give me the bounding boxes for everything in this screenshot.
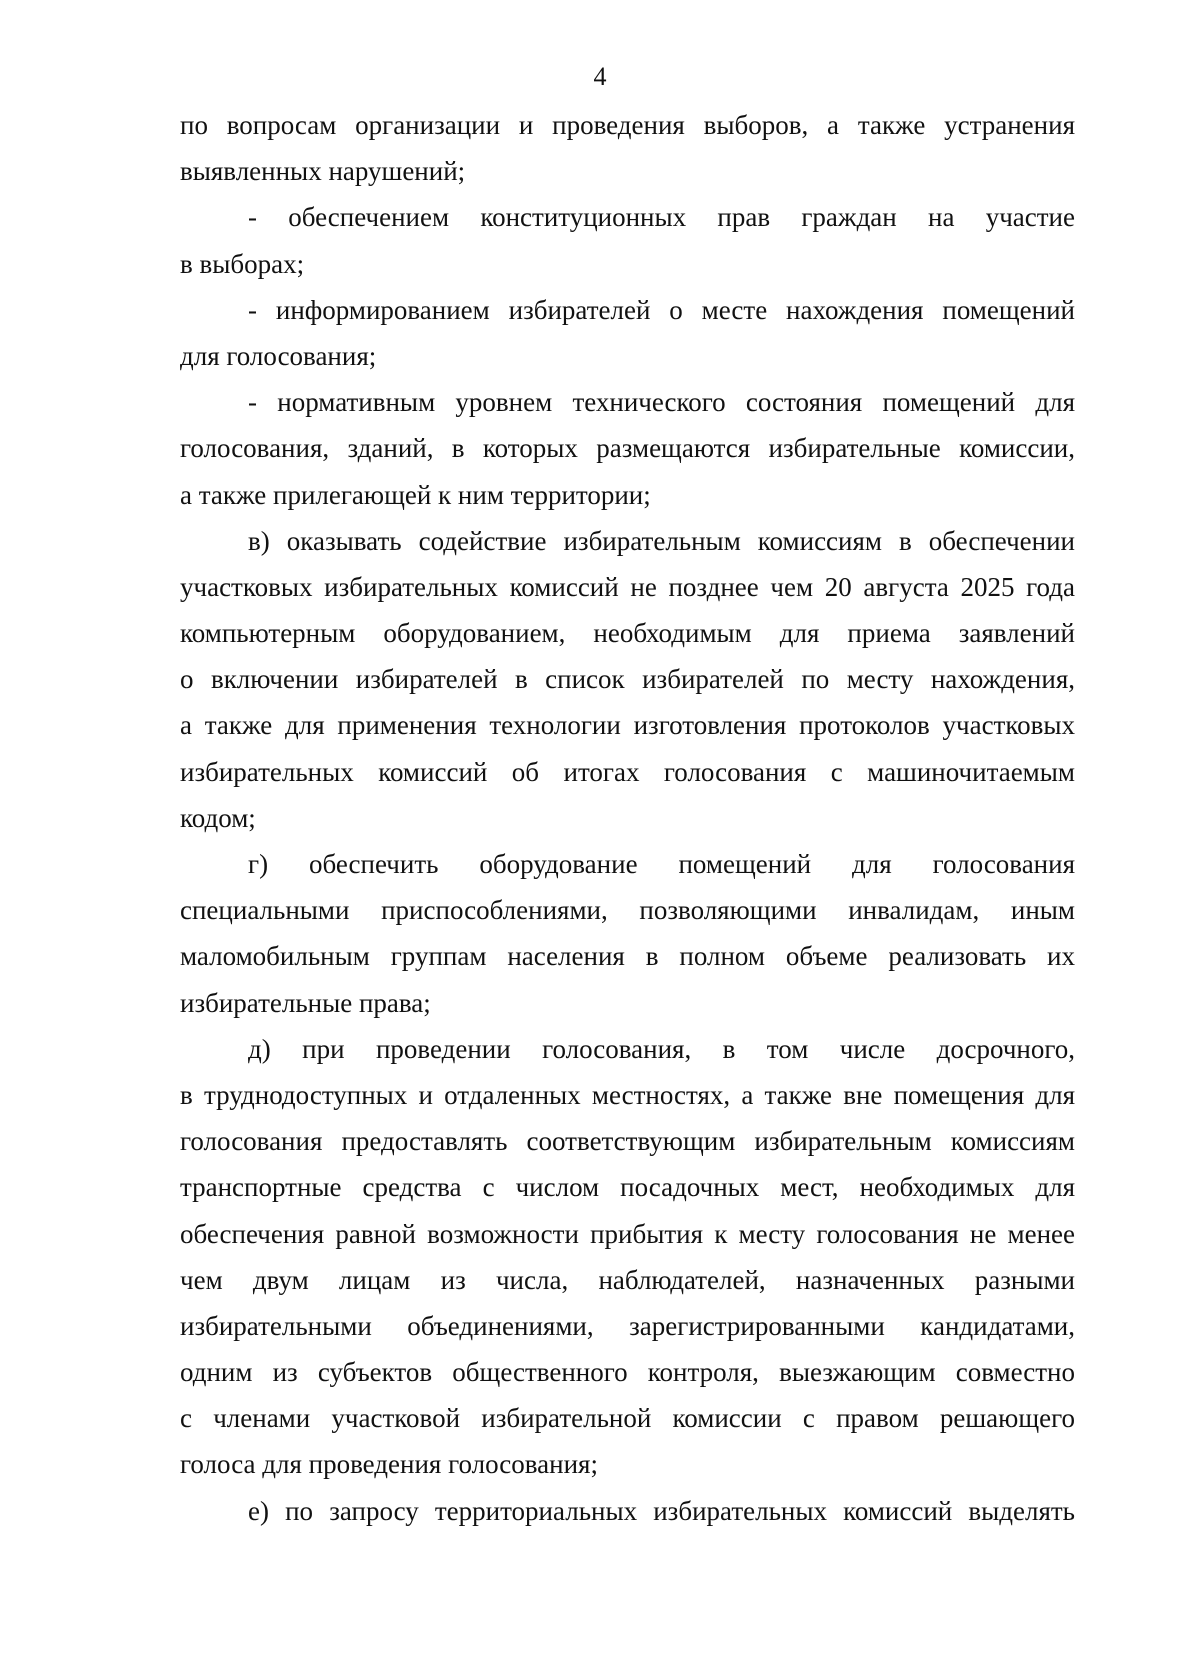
- text-line: одним из субъектов общественного контроля, выезжающим совместно: [180, 1357, 1075, 1388]
- text-line: - нормативным уровнем технического состояния помещений для: [248, 387, 1075, 418]
- text-line: голосования предоставлять соответствующим избирательным комиссиям: [180, 1126, 1075, 1157]
- text-line: компьютерным оборудованием, необходимым для приема заявлений: [180, 618, 1075, 649]
- text-line: с членами участковой избирательной комиссии с правом решающего: [180, 1403, 1075, 1434]
- text-line: кодом;: [180, 802, 256, 833]
- text-line: - информированием избирателей о месте нахождения помещений: [248, 294, 1075, 325]
- text-line: специальными приспособлениями, позволяющими инвалидам, иным: [180, 895, 1075, 926]
- text-line: чем двум лицам из числа, наблюдателей, назначенных разными: [180, 1264, 1075, 1295]
- text-line: д) при проведении голосования, в том числе досрочного,: [248, 1033, 1075, 1064]
- text-line: а также для применения технологии изготовления протоколов участковых: [180, 710, 1075, 741]
- text-line: а также прилегающей к ним территории;: [180, 479, 651, 510]
- text-line: в труднодоступных и отдаленных местностях, а также вне помещения для: [180, 1079, 1075, 1110]
- text-line: е) по запросу территориальных избирательных комиссий выделять: [248, 1495, 1075, 1526]
- text-line: избирательными объединениями, зарегистрированными кандидатами,: [180, 1310, 1075, 1341]
- text-line: по вопросам организации и проведения выборов, а также устранения: [180, 110, 1075, 140]
- document-body: [180, 102, 1075, 1534]
- text-line: транспортные средства с числом посадочных мест, необходимых для: [180, 1172, 1075, 1203]
- text-line: для голосования;: [180, 340, 377, 371]
- text-line: обеспечения равной возможности прибытия к месту голосования не менее: [180, 1218, 1075, 1249]
- text-line: выявленных нарушений;: [180, 156, 466, 187]
- text-line: г) обеспечить оборудование помещений для голосования: [248, 849, 1075, 879]
- text-line: избирательные права;: [180, 987, 431, 1018]
- text-line: голосования, зданий, в которых размещаются избирательные комиссии,: [180, 433, 1075, 464]
- text-line: маломобильным группам населения в полном объеме реализовать их: [180, 941, 1075, 972]
- text-line: - обеспечением конституционных прав граждан на участие: [248, 202, 1075, 233]
- text-line: о включении избирателей в список избирателей по месту нахождения,: [180, 664, 1075, 695]
- text-line: в) оказывать содействие избирательным комиссиям в обеспечении: [248, 525, 1075, 556]
- text-line: в выборах;: [180, 248, 305, 279]
- text-line: избирательных комиссий об итогах голосования с машиночитаемым: [180, 756, 1075, 787]
- text-line: участковых избирательных комиссий не позднее чем 20 августа 2025 года: [180, 571, 1075, 602]
- text-line: голоса для проведения голосования;: [180, 1449, 598, 1480]
- page-number: 4: [593, 62, 607, 91]
